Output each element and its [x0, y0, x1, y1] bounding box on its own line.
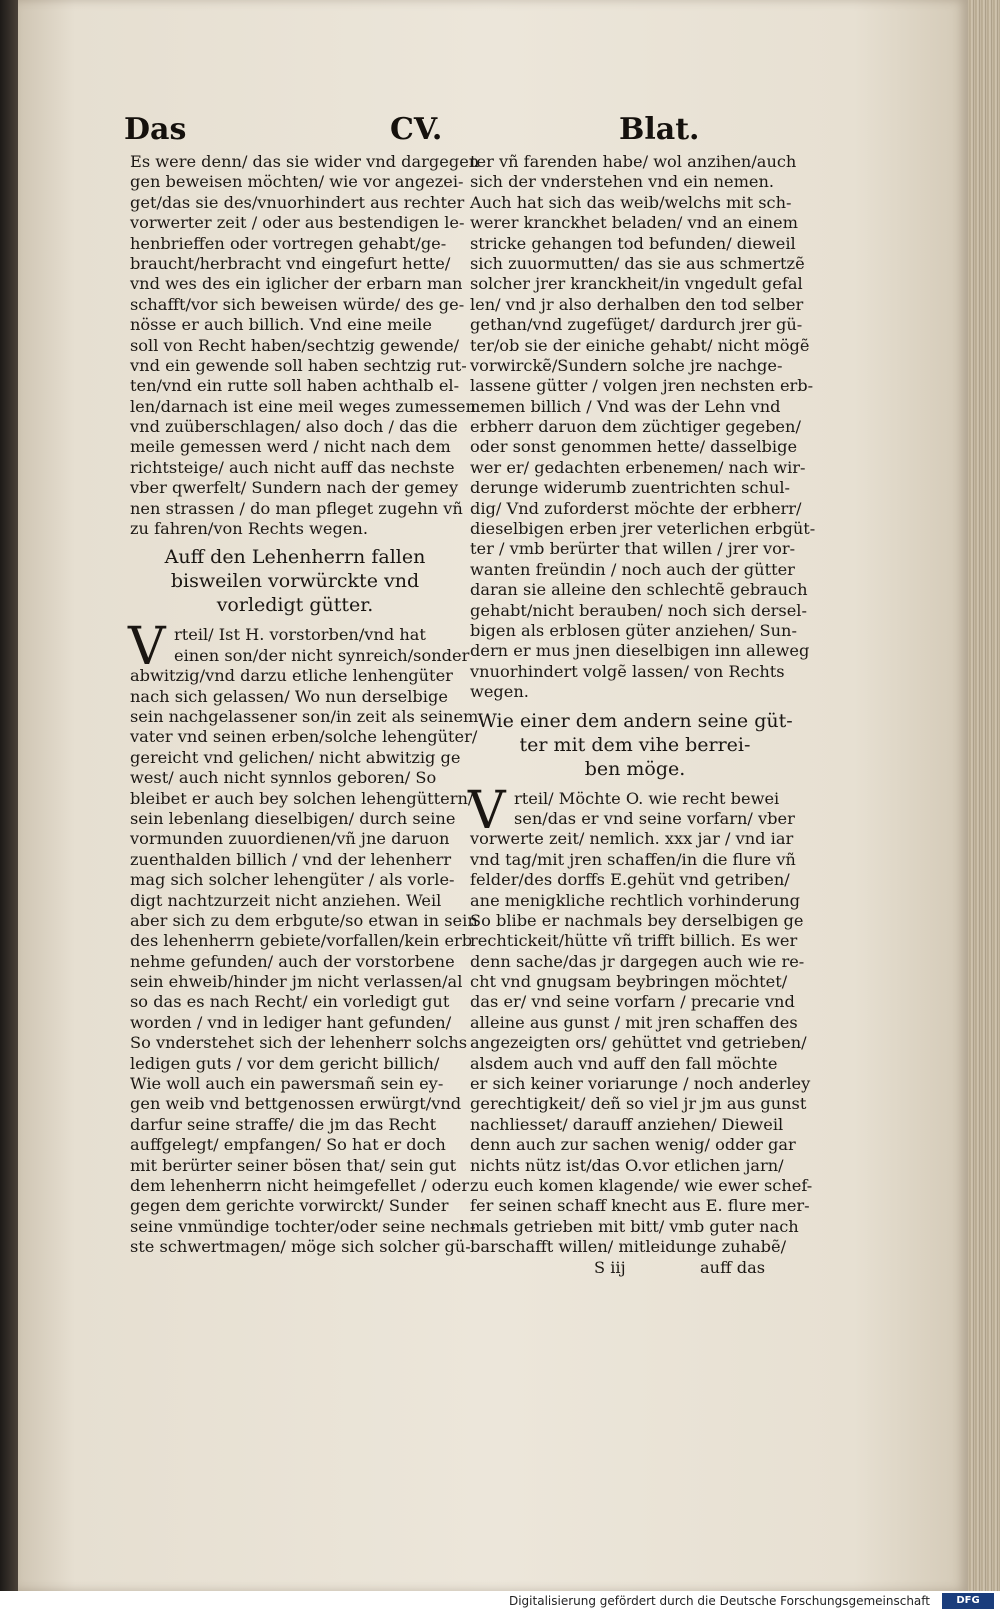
- text-line: wegen.: [470, 682, 529, 702]
- text-line: len/ vnd jr also derhalben den tod selber: [470, 294, 804, 314]
- text-line: alleine aus gunst / mit jren schaffen des: [470, 1012, 798, 1032]
- text-line: Es were denn/ das sie wider vnd dargegen: [130, 152, 480, 171]
- text-line: ter/ob sie der einiche gehabt/ nicht mögẽ: [470, 335, 810, 355]
- text-line: schafft/vor sich beweisen würde/ des ge-: [130, 294, 465, 314]
- text-line: er sich keiner voriarunge / noch anderley: [470, 1074, 811, 1094]
- text-line: zu euch komen klagende/ wie ewer schef-: [470, 1175, 813, 1195]
- text-line: vorwerte zeit/ nemlich. xxx jar / vnd iar: [470, 829, 794, 849]
- text-line: digt nachtzurzeit nicht anziehen. Weil: [130, 890, 442, 910]
- heading-line: Auff den Lehenherrn fallen: [164, 546, 426, 569]
- text-line: einen son/der nicht synreich/sonder: [174, 645, 470, 665]
- text-line: nehme gefunden/ auch der vorstorbene: [130, 951, 455, 971]
- right-paragraph-2-body: [470, 829, 813, 1257]
- initial-capital: V: [128, 617, 166, 678]
- text-line: mals getrieben mit bitt/ vmb guter nach: [470, 1216, 799, 1236]
- text-line: mag sich solcher lehengüter / als vorle-: [130, 870, 455, 890]
- book-edge-left: [0, 0, 18, 1613]
- text-line: ter / vmb berürter that willen / jrer vor-: [470, 539, 796, 559]
- text-line: ane menigkliche rechtlich vorhinderung: [470, 890, 800, 910]
- text-line: ten/vnd ein rutte soll haben achthalb el-: [130, 376, 460, 396]
- heading-line: ter mit dem vihe berrei-: [519, 733, 751, 756]
- heading-line: Wie einer dem andern seine güt-: [477, 709, 793, 732]
- text-line: werer kranckhet beladen/ vnd an einem: [470, 213, 798, 233]
- text-line: das er/ vnd seine vorfarn / precarie vnd: [470, 992, 795, 1012]
- text-line: solcher jrer kranckheit/in vngedult gefal: [470, 274, 803, 294]
- text-line: nen strassen / do man pfleget zugehn vñ: [130, 498, 463, 518]
- text-line: daran sie alleine den schlechtẽ gebrauch: [470, 580, 808, 600]
- text-line: vnd zuüberschlagen/ also doch / das die: [130, 417, 458, 437]
- text-line: Wie woll auch ein pawersmañ sein ey-: [130, 1074, 444, 1094]
- text-line: gegen dem gerichte vorwirckt/ Sunder: [130, 1196, 449, 1216]
- text-line: sein lebenlang dieselbigen/ durch seine: [130, 808, 456, 828]
- right-paragraph-1: [470, 152, 816, 703]
- text-line: worden / vnd in lediger hant gefunden/: [130, 1012, 452, 1032]
- text-line: braucht/herbracht vnd eingefurt hette/: [130, 253, 451, 273]
- right-paragraph-2-opening: [470, 789, 800, 830]
- text-line: gethan/vnd zugefüget/ dardurch jrer gü-: [470, 315, 803, 335]
- text-line: alsdem auch vnd auff den fall möchte: [470, 1053, 778, 1073]
- text-line: nösse er auch billich. Vnd eine meile: [130, 315, 432, 335]
- text-line: fer seinen schaff knecht aus E. flure mer-: [470, 1196, 810, 1216]
- text-line: rteil/ Möchte O. wie recht bewei: [514, 788, 780, 808]
- text-line: dig/ Vnd zuforderst möchte der erbherr/: [470, 498, 802, 518]
- text-line: Auch hat sich das weib/welchs mit sch-: [470, 192, 792, 212]
- text-line: So vnderstehet sich der lehenherr solchs: [130, 1033, 468, 1053]
- text-line: sich der vnderstehen vnd ein nemen.: [470, 172, 775, 192]
- text-line: auffgelegt/ empfangen/ So hat er doch: [130, 1135, 446, 1155]
- digitization-footer: [0, 1591, 1000, 1613]
- text-line: richtsteige/ auch nicht auff das nechste: [130, 457, 455, 477]
- text-line: mit berürter seiner bösen that/ sein gut: [130, 1155, 457, 1175]
- text-line: vater vnd seinen erben/solche lehengüter/: [130, 727, 478, 747]
- text-line: vorwirckẽ/Sundern solche jre nachge-: [470, 355, 783, 375]
- heading-line: bisweilen vorwürckte vnd: [170, 570, 420, 593]
- text-line: nemen billich / Vnd was der Lehn vnd: [470, 396, 781, 416]
- right-section-heading: [470, 709, 800, 781]
- text-line: sein ehweib/hinder jm nicht verlassen/al: [130, 972, 463, 992]
- left-paragraph-2: [128, 617, 479, 1257]
- dfg-logo: DFG: [942, 1593, 994, 1609]
- text-line: vnd ein gewende soll haben sechtzig rut-: [130, 355, 467, 375]
- text-line: nichts nütz ist/das O.vor etlichen jarn/: [470, 1155, 784, 1175]
- text-line: gehabt/nicht berauben/ noch sich dersel-: [470, 600, 807, 620]
- left-paragraph-2-body: [130, 666, 479, 1257]
- text-line: ledigen guts / vor dem gericht billich/: [130, 1053, 440, 1073]
- text-line: west/ auch nicht synnlos geboren/ So: [130, 768, 437, 788]
- text-line: zuenthalden billich / vnd der lehenherr: [130, 849, 452, 869]
- left-paragraph-1: [130, 152, 480, 539]
- text-line: len/darnach ist eine meil weges zumessen: [130, 396, 476, 416]
- heading-line: ben möge.: [584, 757, 686, 780]
- catchword: auff das: [700, 1257, 766, 1277]
- text-line: So blibe er nachmals bey derselbigen ge: [470, 910, 804, 930]
- text-line: barschafft willen/ mitleidunge zuhabẽ/: [470, 1237, 787, 1257]
- text-line: angezeigten ors/ gehüttet vnd getrieben/: [470, 1033, 807, 1053]
- text-line: abwitzig/vnd darzu etliche lenhengüter: [130, 666, 453, 686]
- text-line: denn auch zur sachen wenig/ odder gar: [470, 1135, 796, 1155]
- initial-capital: V: [468, 780, 506, 841]
- text-line: dern er mus jnen dieselbigen inn alleweg: [470, 641, 810, 661]
- heading-line: vorledigt gütter.: [216, 594, 374, 617]
- text-line: ste schwertmagen/ möge sich solcher gü-: [130, 1237, 471, 1257]
- left-section-heading: [130, 545, 460, 617]
- right-column: [468, 152, 816, 1278]
- text-line: bleibet er auch bey solchen lehengüttern/: [130, 788, 474, 808]
- text-line: stricke gehangen tod befunden/ dieweil: [470, 233, 796, 253]
- text-line: henbrieffen oder vortregen gehabt/ge-: [130, 233, 447, 253]
- signature-mark: S iij: [594, 1257, 626, 1277]
- signature-line: [470, 1258, 800, 1278]
- text-line: aber sich zu dem erbgute/so etwan in sein: [130, 910, 478, 930]
- text-line: nach sich gelassen/ Wo nun derselbige: [130, 686, 448, 706]
- text-line: vorwerter zeit / oder aus bestendigen le-: [130, 213, 465, 233]
- text-line: meile gemessen werd / nicht nach dem: [130, 437, 451, 457]
- text-line: cht vnd gnugsam beybringen möchtet/: [470, 972, 788, 992]
- text-line: nachliesset/ darauff anziehen/ Dieweil: [470, 1114, 784, 1134]
- header-right: Blat.: [619, 112, 700, 147]
- text-line: wanten freündin / noch auch der gütter: [470, 559, 795, 579]
- text-line: sich zuuormutten/ das sie aus schmertzẽ: [470, 253, 805, 273]
- folio-number: CV.: [390, 112, 443, 147]
- text-line: felder/des dorffs E.gehüt vnd getriben/: [470, 870, 790, 890]
- left-column: [128, 152, 480, 1258]
- text-line: des lehenherrn gebiete/vorfallen/kein erb: [130, 931, 473, 951]
- text-line: erbherr daruon dem züchtiger gegeben/: [470, 417, 801, 437]
- book-edge-right: [968, 0, 1000, 1591]
- text-line: dem lehenherrn nicht heimgefellet / oder: [130, 1175, 470, 1195]
- text-line: gen beweisen möchten/ wie vor angezei-: [130, 172, 464, 192]
- text-line: bigen als erblosen güter anziehen/ Sun-: [470, 620, 797, 640]
- text-line: rechtickeit/hütte vñ trifft billich. Es wer: [470, 931, 798, 951]
- page-text-block: [114, 92, 814, 1332]
- text-line: darfur seine straffe/ die jm das Recht: [130, 1114, 437, 1134]
- text-line: vber qwerfelt/ Sundern nach der gemey: [130, 478, 459, 498]
- text-line: denn sache/das jr dargegen auch wie re-: [470, 951, 805, 971]
- text-line: gereicht vnd gelichen/ nicht abwitzig ge: [130, 747, 461, 767]
- text-line: so das es nach Recht/ ein vorledigt gut: [130, 992, 450, 1012]
- text-line: gerechtigkeit/ deñ so viel jr jm aus gunst: [470, 1094, 807, 1114]
- book-page: [18, 0, 968, 1591]
- text-line: zu fahren/von Rechts wegen.: [130, 519, 368, 539]
- text-line: get/das sie des/vnuorhindert aus rechter: [130, 192, 465, 212]
- text-line: dieselbigen erben jrer veterlichen erbgüt-: [470, 519, 816, 539]
- text-line: vnd tag/mit jren schaffen/in die flure vñ: [470, 849, 796, 869]
- text-line: soll von Recht haben/sechtzig gewende/: [130, 335, 460, 355]
- text-line: sein nachgelassener son/in zeit als seinem: [130, 706, 479, 726]
- text-line: gen weib vnd bettgenossen erwürgt/vnd: [130, 1094, 462, 1114]
- text-line: vnuorhindert volgẽ lassen/ von Rechts: [470, 661, 785, 681]
- text-line: derunge widerumb zuentrichten schul-: [470, 478, 791, 498]
- right-paragraph-2: [468, 780, 813, 1258]
- text-line: vormunden zuuordienen/vñ jne daruon: [130, 829, 450, 849]
- funding-note: Digitalisierung gefördert durch die Deutsche Forschungsgemeinschaft: [508, 1594, 930, 1608]
- left-paragraph-2-opening: [130, 625, 470, 666]
- text-line: lassene gütter / volgen jren nechsten erb-: [470, 376, 814, 396]
- text-line: ter vñ farenden habe/ wol anzihen/auch: [470, 152, 797, 171]
- text-line: wer er/ gedachten erbenemen/ nach wir-: [470, 457, 806, 477]
- text-line: oder sonst genommen hette/ dasselbige: [470, 437, 798, 457]
- text-line: seine vnmündige tochter/oder seine nech-: [130, 1216, 476, 1236]
- text-line: sen/das er vnd seine vorfarn/ vber: [514, 808, 795, 828]
- header-left: Das: [124, 112, 187, 147]
- text-line: rteil/ Ist H. vorstorben/vnd hat: [174, 625, 426, 645]
- text-line: vnd wes des ein iglicher der erbarn man: [130, 274, 463, 294]
